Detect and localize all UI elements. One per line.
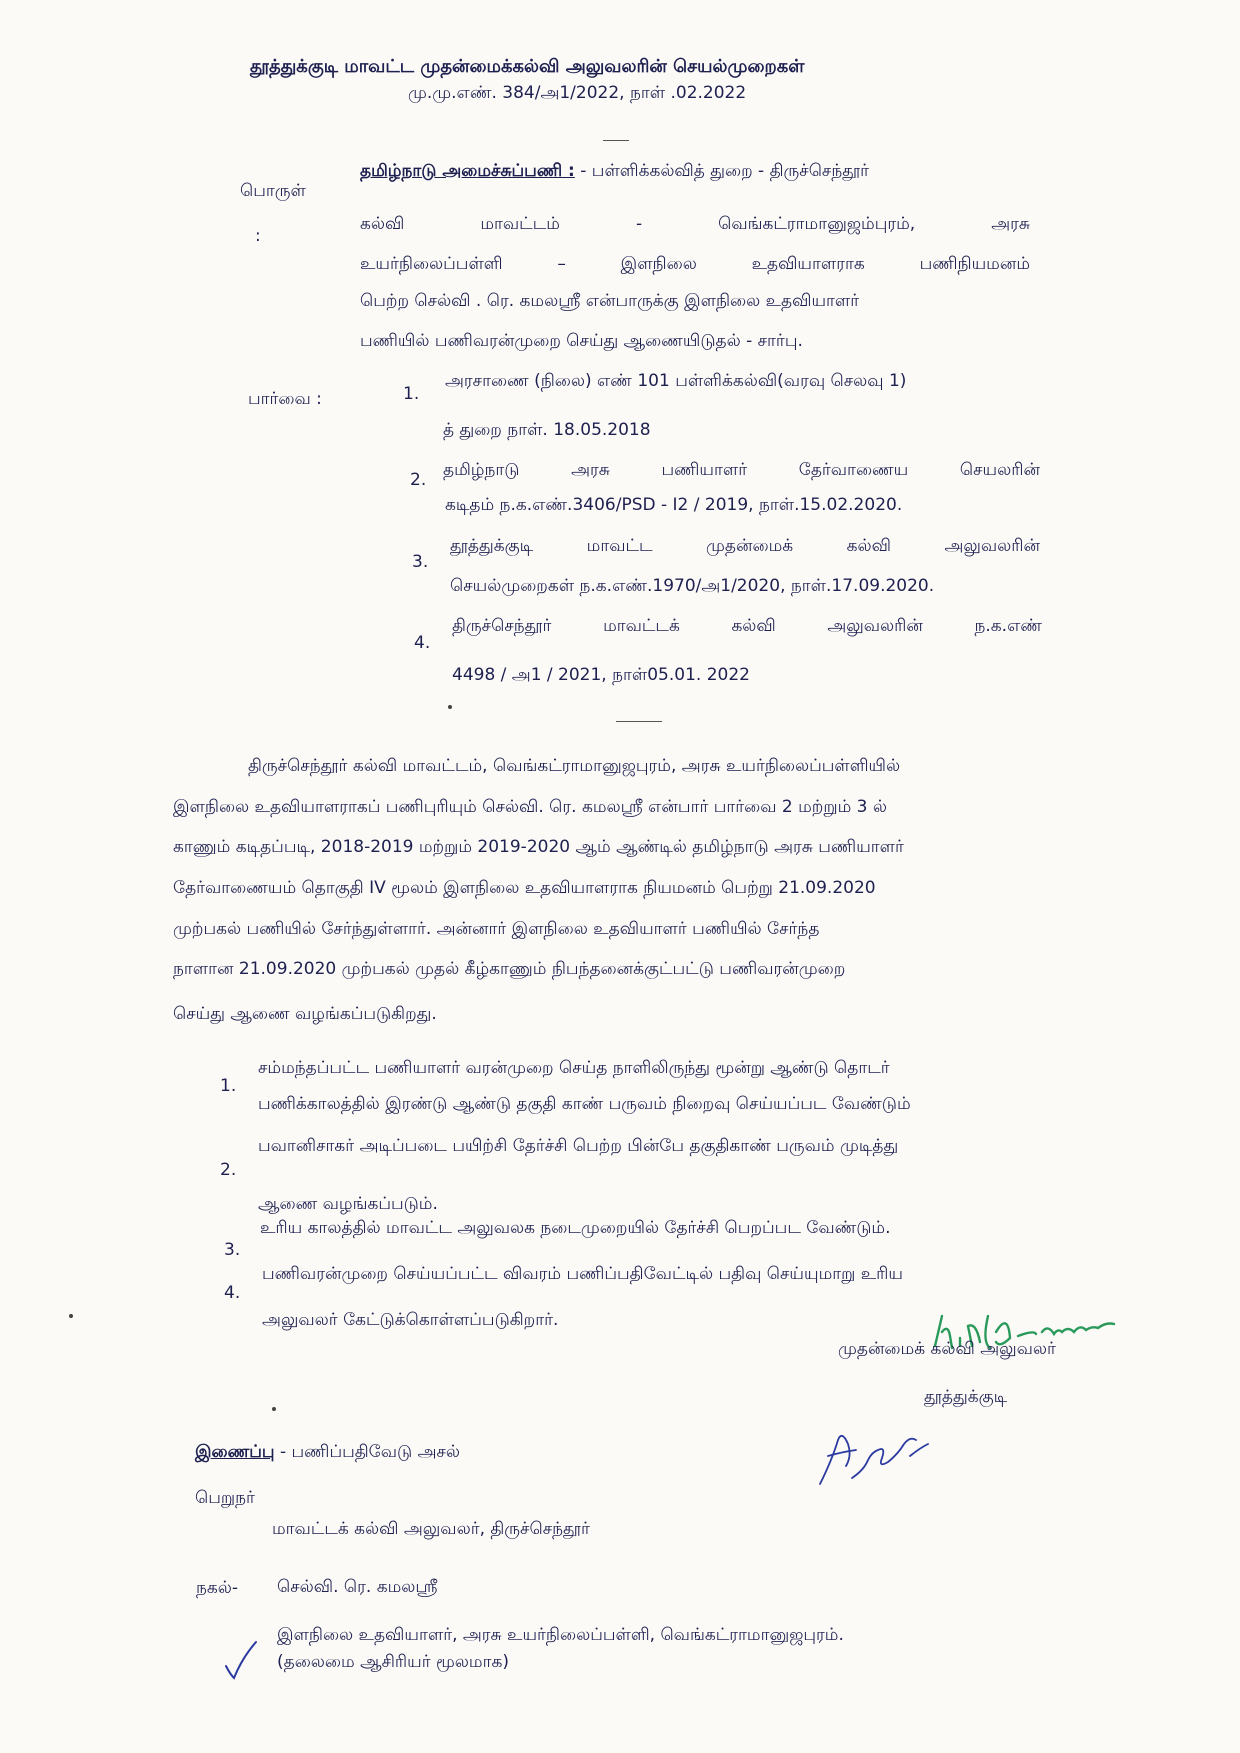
subject-line-2 [360,213,1030,235]
word: கல்வி [360,214,405,234]
enclosure-line [195,1441,460,1463]
reference-number: மு.மு.எண். 384/அ1/2022, நாள் .02.2022 [408,83,747,103]
condition-2-line-2: ஆணை வழங்கப்படும். [258,1194,438,1214]
recipient-name: மாவட்டக் கல்வி அலுவலர், திருச்செந்தூர் [272,1519,590,1539]
word: உயர்நிலைப்பள்ளி [360,254,503,274]
enclosure-label: இணைப்பு [195,1442,275,1462]
copy-name: செல்வி. ரெ. கமலஸ்ரீ [277,1577,438,1597]
subject-lead: தமிழ்நாடு அமைச்சுப்பணி : [360,161,575,181]
word: கல்வி [846,536,891,556]
body-line-2: இளநிலை உதவியாளராகப் பணிபுரியும் செல்வி. ரெ. கமலஸ்ரீ என்பார் பார்வை 2 மற்றும் 3 ல் [173,797,888,817]
word: தேர்வாணைய [798,460,909,480]
subject-label: பொருள் [240,181,306,201]
word: அலுவலரின் [944,536,1040,556]
subject-line-3 [360,253,1030,275]
references-label: பார்வை : [248,389,322,409]
subject-line-1-rest: - பள்ளிக்கல்வித் துறை - திருச்செந்தூர் [580,161,870,181]
word: இளநிலை [620,254,697,274]
condition-1-number: 1. [220,1076,237,1096]
word: பணியாளர் [661,460,748,480]
copy-label: நகல்- [196,1578,239,1598]
body-line-1: திருச்செந்தூர் கல்வி மாவட்டம், வெங்கட்ராமானுஜபுரம், அரசு உயர்நிலைப்பள்ளியில் [248,756,901,776]
word: முதன்மைக் [706,536,794,556]
subject-line-5: பணியில் பணிவரன்முறை செய்து ஆணையிடுதல் - சார்பு. [360,331,803,351]
enclosure-text: - பணிப்பதிவேடு அசல் [279,1442,461,1462]
word: அலுவலரின் [827,616,923,636]
copy-address: இளநிலை உதவியாளர், அரசு உயர்நிலைப்பள்ளி, வெங்கட்ராமானுஜபுரம். [277,1625,844,1645]
scan-dot [448,705,452,709]
reference-4-number: 4. [414,633,431,653]
word: தமிழ்நாடு [443,460,520,480]
reference-3-number: 3. [412,552,429,572]
scan-dot [272,1407,276,1411]
subject-colon: : [255,226,261,246]
word: வெங்கட்ராமானுஜம்புரம், [718,214,916,234]
reference-3-line-2: செயல்முறைகள் ந.க.எண்.1970/அ1/2020, நாள்.17.09.2020. [450,576,935,596]
reference-4-line-2: 4498 / அ1 / 2021, நாள்05.01. 2022 [452,665,750,685]
scan-dot [69,1314,73,1318]
reference-1-number: 1. [403,384,420,404]
word: மாவட்டம் [480,214,560,234]
body-line-6: நாளான 21.09.2020 முற்பகல் முதல் கீழ்காணும் நிபந்தனைக்குட்பட்டு பணிவரன்முறை [173,959,846,979]
reference-3-line-1 [450,535,1040,557]
condition-3-line-1: உரிய காலத்தில் மாவட்ட அலுவலக நடைமுறையில் தேர்ச்சி பெறப்பட வேண்டும். [260,1218,891,1238]
reference-1-line-1: அரசாணை (நிலை) எண் 101 பள்ளிக்கல்வி(வரவு செலவு 1) [445,371,907,391]
signatory-place: தூத்துக்குடி [924,1387,1008,1407]
word: ந.க.எண் [974,616,1042,636]
subject-line-1 [360,160,869,182]
header-separator [603,140,629,141]
word: மாவட்ட [586,536,653,556]
references-separator [616,721,662,722]
reference-2-number: 2. [410,470,427,490]
word: திருச்செந்தூர் [452,616,552,636]
word: – [557,254,566,274]
copy-via: (தலைமை ஆசிரியர் மூலமாக) [277,1652,509,1672]
signatory-designation: முதன்மைக் கல்வி அலுவலர் [838,1339,1056,1359]
reference-2-line-2: கடிதம் ந.க.எண்.3406/PSD - I2 / 2019, நாள்.15.02.2020. [445,495,903,515]
recipient-label: பெறுநர் [195,1488,255,1508]
check-mark-icon [222,1640,262,1680]
condition-1-line-1: சம்மந்தப்பட்ட பணியாளர் வரன்முறை செய்த நாளிலிருந்து மூன்று ஆண்டு தொடர் [258,1058,890,1078]
word: அரசு [991,214,1030,234]
subject-line-4: பெற்ற செல்வி . ரெ. கமலஸ்ரீ என்பாருக்கு இளநிலை உதவியாளர் [360,291,860,311]
reference-2-line-1 [443,459,1040,481]
word: - [635,214,643,234]
condition-1-line-2: பணிக்காலத்தில் இரண்டு ஆண்டு தகுதி காண் பருவம் நிறைவு செய்யப்பட வேண்டும் [258,1094,911,1114]
word: மாவட்டக் [603,616,680,636]
word: பணிநியமனம் [919,254,1030,274]
condition-3-number: 3. [224,1240,241,1260]
reference-1-line-2: த் துறை நாள். 18.05.2018 [443,420,651,440]
dated-initials [812,1400,932,1490]
word: செயலரின் [959,460,1040,480]
word: உதவியாளராக [751,254,865,274]
document-title: தூத்துக்குடி மாவட்ட முதன்மைக்கல்வி அலுவலரின் செயல்முறைகள் [250,56,805,77]
condition-4-line-1: பணிவரன்முறை செய்யப்பட்ட விவரம் பணிப்பதிவேட்டில் பதிவு செய்யுமாறு உரிய [262,1264,903,1284]
body-line-4: தேர்வாணையம் தொகுதி IV மூலம் இளநிலை உதவியாளராக நியமனம் பெற்று 21.09.2020 [173,878,876,898]
condition-2-number: 2. [220,1160,237,1180]
condition-2-line-1: பவானிசாகர் அடிப்படை பயிற்சி தேர்ச்சி பெற்ற பின்பே தகுதிகாண் பருவம் முடித்து [258,1136,899,1156]
word: தூத்துக்குடி [450,536,534,556]
word: கல்வி [731,616,776,636]
body-line-5: முற்பகல் பணியில் சேர்ந்துள்ளார். அன்னார் இளநிலை உதவியாளர் பணியில் சேர்ந்த [173,919,820,939]
condition-4-line-2: அலுவலர் கேட்டுக்கொள்ளப்படுகிறார். [262,1310,559,1330]
reference-4-line-1 [452,615,1042,637]
condition-4-number: 4. [224,1283,241,1303]
body-line-3: காணும் கடிதப்படி, 2018-2019 மற்றும் 2019-2020 ஆம் ஆண்டில் தமிழ்நாடு அரசு பணியாளர் [173,837,904,857]
body-line-7: செய்து ஆணை வழங்கப்படுகிறது. [173,1004,437,1024]
word: அரசு [571,460,610,480]
